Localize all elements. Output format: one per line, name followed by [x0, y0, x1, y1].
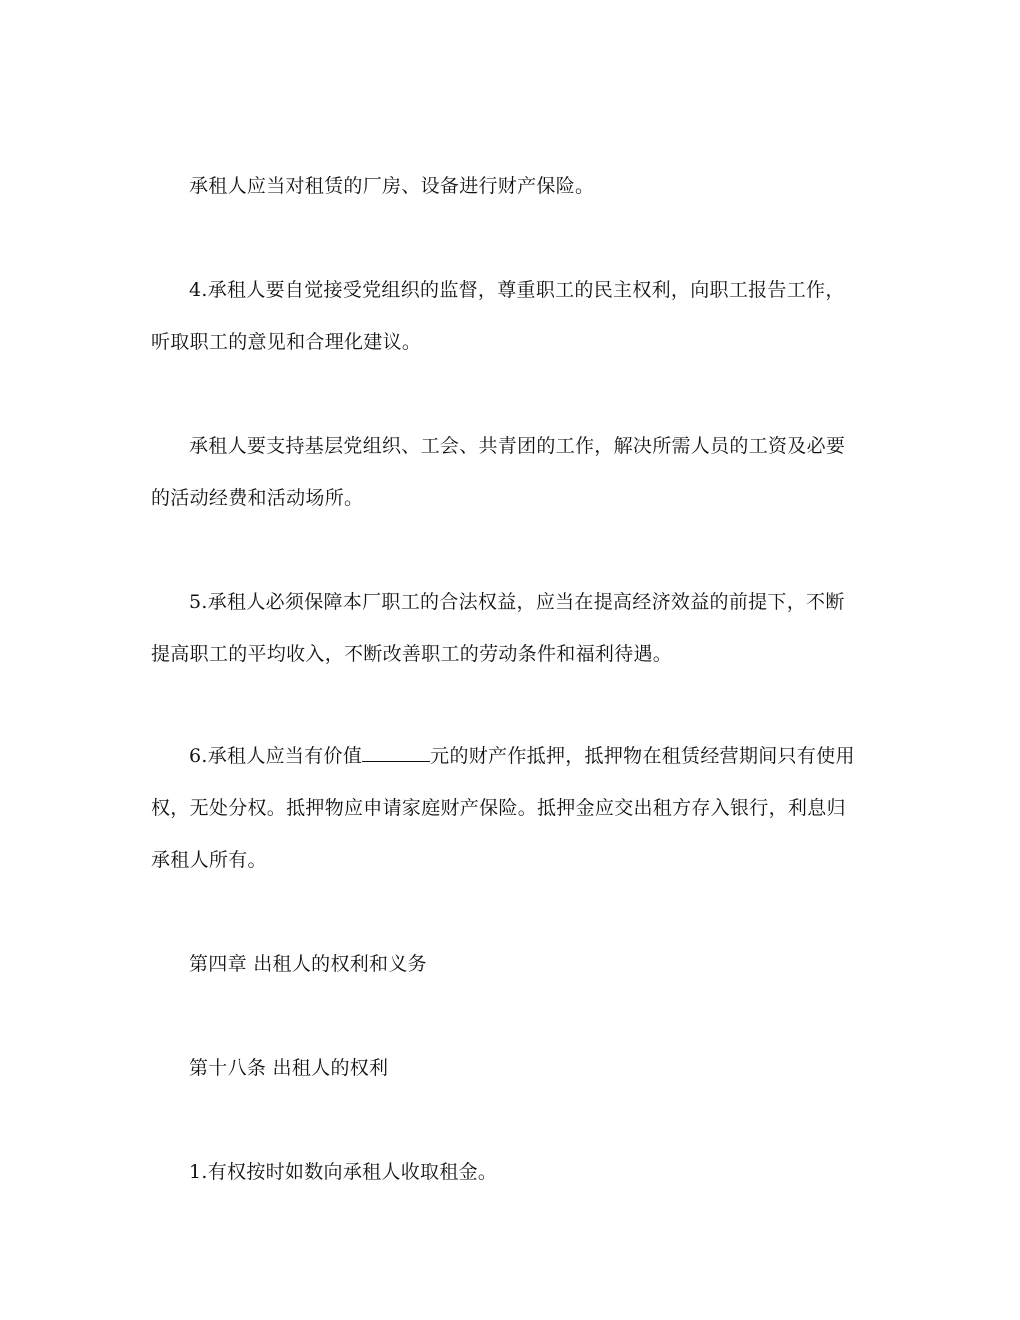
paragraph-item-6-line-1	[189, 743, 855, 769]
paragraph-insurance: 承租人应当对租赁的厂房、设备进行财产保险。	[189, 175, 595, 197]
paragraph-item-5-line-2: 提高职工的平均收入，不断改善职工的劳动条件和福利待遇。	[151, 643, 673, 665]
item-6-text-after-blank: 元的财产作抵押，抵押物在租赁经营期间只有使用	[430, 745, 855, 767]
item-6-text-before-blank: 6.承租人应当有价值	[189, 745, 363, 767]
paragraph-support-line-2: 的活动经费和活动场所。	[151, 487, 364, 509]
amount-blank-underline	[362, 743, 430, 762]
chapter-4-heading: 第四章 出租人的权利和义务	[189, 953, 427, 975]
article-18-heading: 第十八条 出租人的权利	[189, 1057, 389, 1079]
paragraph-item-6-line-2: 权，无处分权。抵押物应申请家庭财产保险。抵押金应交出租方存入银行，利息归	[151, 797, 846, 819]
paragraph-item-5-line-1: 5.承租人必须保障本厂职工的合法权益，应当在提高经济效益的前提下，不断	[189, 591, 845, 613]
paragraph-item-4-line-2: 听取职工的意见和合理化建议。	[151, 331, 422, 353]
article-18-item-1: 1.有权按时如数向承租人收取租金。	[189, 1161, 498, 1183]
paragraph-item-6-line-3: 承租人所有。	[151, 849, 267, 871]
paragraph-item-4-line-1: 4.承租人要自觉接受党组织的监督，尊重职工的民主权利，向职工报告工作，	[189, 279, 845, 301]
paragraph-support-line-1: 承租人要支持基层党组织、工会、共青团的工作，解决所需人员的工资及必要	[189, 435, 846, 457]
